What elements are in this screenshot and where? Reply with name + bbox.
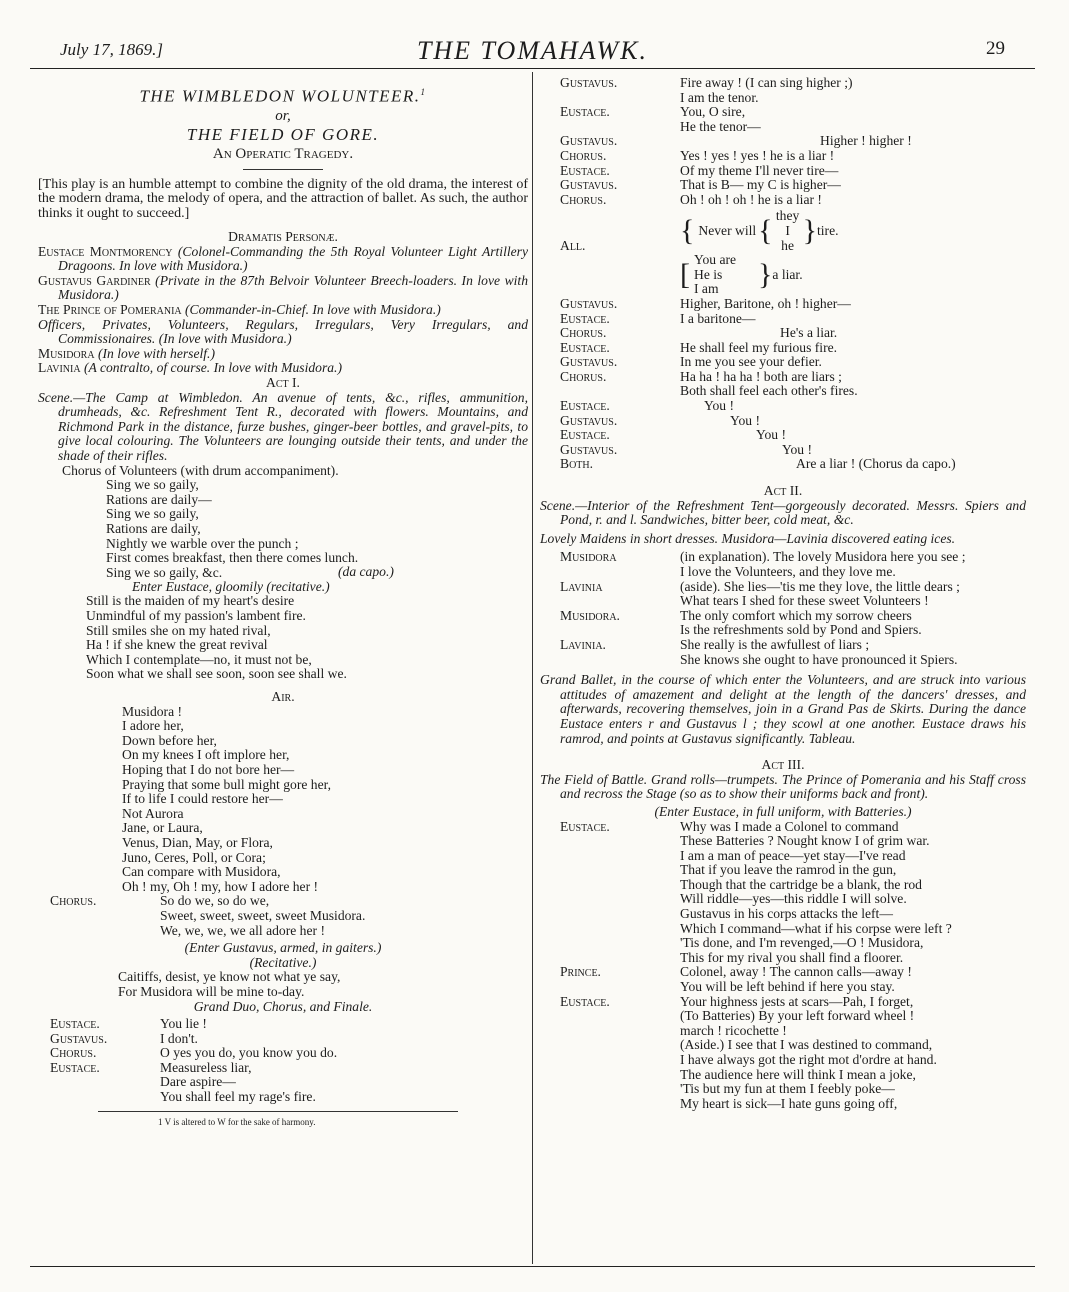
speaker (38, 1075, 160, 1090)
dialogue-line (540, 1097, 1026, 1112)
dialogue-line (540, 134, 1026, 149)
dialogue-line (540, 863, 1026, 878)
verse-line: Sing we so gaily, (106, 477, 199, 493)
speaker: Gustavus. (560, 412, 618, 428)
dialogue-line (540, 922, 1026, 937)
you-are-line (680, 253, 1026, 297)
dialogue-line (540, 297, 1026, 312)
speaker (540, 120, 680, 135)
speaker (540, 834, 680, 849)
speaker: Eustace. (560, 104, 610, 120)
issue-date: July 17, 1869.] (60, 40, 163, 59)
dialogue-line (540, 834, 1026, 849)
speaker: Lavinia. (560, 636, 606, 652)
dialogue-line (540, 638, 1026, 653)
speaker: Eustace. (560, 398, 610, 414)
dialogue-line (38, 1032, 528, 1047)
verse-line: Still smiles she on my hated rival, (86, 622, 271, 638)
intro-paragraph: [This play is an humble attempt to combine the dignity of the old drama, the interest of the modern drama, the melody of opera, and the attraction of ballet. As such, the author thinks it ought to succeed.] (38, 176, 528, 222)
speaker: Musidora (560, 549, 617, 565)
act3-scene: The Field of Battle. Grand rolls—trumpets. The Prince of Pomerania and his Staff cross and recross the Stage (so as to show their uniforms back and front). (540, 771, 1026, 802)
act3-dialogue (540, 820, 1026, 1112)
speaker: Gustavus. (50, 1030, 108, 1046)
line-text: I love the Volunteers, and they love me. (680, 564, 896, 579)
speaker: Eustace. (560, 427, 610, 443)
verse-line: Sing we so gaily, (106, 506, 199, 522)
dialogue-block-1 (540, 76, 1026, 207)
dialogue-line (540, 609, 1026, 624)
line-text: Which I command—what if his corpse were left ? (680, 920, 952, 936)
line-text: You, O sire, (680, 104, 746, 120)
verse-line: First comes breakfast, then there comes lunch. (106, 550, 359, 566)
line-text: You ! (730, 412, 760, 428)
line-text: The audience here will think I mean a joke, (680, 1066, 916, 1082)
verse-line: Sing we so gaily, &c. (106, 564, 223, 580)
speaker (540, 892, 680, 907)
persona-description: (Colonel-Commanding the 5th Royal Volunteer Light Artillery Dragoons. In love with Musidora.) (58, 243, 528, 274)
line-text: Higher, Baritone, oh ! higher— (680, 295, 851, 311)
speaker: Gustavus. (560, 75, 618, 90)
speaker: Eustace. (50, 1016, 100, 1032)
dialogue-line (540, 580, 1026, 595)
line-text: 'Tis done, and I'm revenged,—O ! Musidora, (680, 935, 924, 951)
air-heading: Air. (271, 689, 295, 705)
line-text: She really is the awfullest of liars ; (680, 636, 870, 652)
speaker: Gustavus. (560, 441, 618, 457)
line-text: I a baritone— (680, 310, 756, 326)
dialogue-line (540, 878, 1026, 893)
speaker: Musidora. (560, 607, 620, 623)
all-block (540, 209, 1026, 297)
persona-entry (38, 245, 528, 274)
speaker: Prince. (560, 964, 601, 980)
dialogue-line (540, 193, 1026, 208)
speaker: Chorus. (50, 1045, 97, 1061)
left-column (38, 82, 528, 1129)
verse-line: I adore her, (122, 718, 184, 734)
you-are-stack (694, 253, 758, 297)
line-text: Oh ! oh ! oh ! he is a liar ! (680, 191, 822, 207)
speaker (540, 980, 680, 995)
dialogue-line (540, 1038, 1026, 1053)
line-text: Measureless liar, (160, 1059, 252, 1075)
dialogue-line (540, 149, 1026, 164)
dialogue-line (540, 370, 1026, 385)
verse-line: If to life I could restore her— (122, 791, 283, 807)
speaker: Gustavus. (560, 354, 618, 370)
brace-glyph: } (802, 214, 817, 248)
speaker (540, 849, 680, 864)
speaker (540, 936, 680, 951)
line-text: I have always got the right mot d'ordre at hand. (680, 1052, 937, 1067)
verse-line: On my knees I oft implore her, (122, 747, 290, 763)
line-text: You shall feel my rage's fire. (160, 1089, 316, 1105)
verse-line: Rations are daily, (106, 520, 201, 536)
speaker (540, 1068, 680, 1083)
subject-phrase: I am (694, 281, 719, 297)
dialogue-line (540, 849, 1026, 864)
speaker: Eustace. (50, 1059, 100, 1075)
line-text: (To Batteries) By your left forward wheel ! (680, 1008, 915, 1024)
act1-scene: Scene.—The Camp at Wimbledon. An avenue of tents, &c., rifles, ammunition, drumheads, &c. Refreshment Tent R., decorated with flowers. Mountains, and Richmond Park in the distance, furze bushes, ginger-beer bottles, and gravel-pits, to give local colouring. The Volunteers are lounging outside their tents, and under the shade of their rifles. (38, 389, 528, 463)
dialogue-line (540, 623, 1026, 638)
speaker (540, 878, 680, 893)
dialogue-line (38, 1046, 528, 1061)
line-text: You lie ! (160, 1016, 207, 1032)
verse-line: Soon what we shall see soon, soon see shall we. (86, 666, 347, 682)
dialogue-line (540, 1053, 1026, 1068)
speaker (540, 863, 680, 878)
line-text: Higher ! higher ! (820, 133, 912, 149)
enter-eustace: Enter Eustace, gloomily (recitative.) (132, 578, 330, 594)
verse-line: Juno, Ceres, Poll, or Cora; (122, 849, 266, 865)
line-text: Colonel, away ! The cannon calls—away ! (680, 964, 912, 980)
verse-line: Caitiffs, desist, ye know not what ye say, (118, 969, 341, 985)
verse-line: Nightly we warble over the punch ; (106, 535, 299, 551)
verse-line: Ha ! if she knew the great revival (86, 637, 268, 653)
chorus2-lines (160, 894, 528, 938)
dialogue-line (540, 384, 1026, 399)
title-or: or, (275, 107, 291, 124)
pronoun: they (775, 208, 800, 224)
line-text: You ! (756, 427, 786, 443)
speaker (540, 1009, 680, 1024)
speaker (540, 951, 680, 966)
speaker (540, 384, 680, 399)
verse-line: Rations are daily— (106, 491, 212, 507)
verse-line: Musidora ! (122, 703, 183, 719)
pronoun: he (781, 237, 794, 253)
verse-line: Jane, or Laura, (122, 820, 203, 836)
speaker (540, 1082, 680, 1097)
dialogue-line (540, 341, 1026, 356)
play-alt-title: THE FIELD OF GORE. (186, 124, 380, 144)
brace-glyph: [ (680, 258, 690, 292)
verse-line: Can compare with Musidora, (122, 864, 281, 880)
line-text: Of my theme I'll never tire— (680, 162, 839, 178)
line-text: Gustavus in his corps attacks the left— (680, 906, 893, 922)
grand-ballet: Grand Ballet, in the course of which enter the Volunteers, and are struck into various attitudes of amazement and delight at the length of the dancers' dresses, and afterwards, recovering themselves, join in a Grand Pas de Skirts. During the dance Eustace enters r and Gustavus l ; they scowl at one another. Eustace draws his ramrod, and points at Gustavus significantly. Tableau. (540, 672, 1026, 746)
speaker: Gustavus. (560, 295, 618, 311)
dialogue-line (38, 1075, 528, 1090)
line-text: He shall feel my furious fire. (680, 339, 838, 355)
persona-description: (In love with herself.) (97, 345, 215, 361)
dialogue-line (540, 120, 1026, 135)
dialogue-line (38, 1090, 528, 1105)
speaker: Lavinia (560, 578, 603, 594)
speaker: Eustace. (560, 818, 610, 834)
footnote: 1 V is altered to W for the sake of harmony. (158, 1116, 316, 1127)
page-header (30, 34, 1035, 69)
speaker: Chorus. (560, 147, 607, 163)
act2-dialogue (540, 550, 1026, 667)
subject-phrase: He is (694, 266, 723, 282)
dialogue-line (540, 565, 1026, 580)
persona-description: Officers, Privates, Volunteers, Regulars, Irregulars, Very Irregulars, and Commissionaires. (In love with Musidora.) (38, 316, 528, 347)
dialogue-line (540, 326, 1026, 341)
speaker (540, 1097, 680, 1112)
speaker: Chorus. (560, 368, 607, 384)
dialogue-line (540, 312, 1026, 327)
page-number: 29 (986, 38, 1005, 59)
line-text: That is B— my C is higher— (680, 177, 841, 193)
line-text: (aside). She lies—'tis me they love, the little dears ; (680, 578, 960, 594)
dialogue-line (540, 1068, 1026, 1083)
line-text: The only comfort which my sorrow cheers (680, 607, 912, 623)
dialogue-line (540, 355, 1026, 370)
speaker (38, 1090, 160, 1105)
speaker (540, 922, 680, 937)
dialogue-line (540, 1024, 1026, 1039)
verse-line: Down before her, (122, 732, 217, 748)
persona-entry (38, 361, 528, 376)
dialogue-line (540, 91, 1026, 106)
line-text: You ! (782, 441, 812, 457)
brace-glyph: { (680, 214, 695, 248)
dialogue-line (540, 995, 1026, 1010)
line-text: My heart is sick—I hate guns going off, (680, 1095, 898, 1111)
act2-heading: Act II. (763, 483, 803, 499)
speaker: Chorus. (560, 191, 607, 207)
verse-line: Not Aurora (122, 805, 184, 821)
verse-line: Sweet, sweet, sweet, sweet Musidora. (160, 907, 366, 923)
dialogue-line (540, 443, 1026, 458)
never-will-line (680, 209, 1026, 253)
dialogue-line (540, 414, 1026, 429)
speaker: All. (560, 238, 586, 254)
line-text: These Batteries ? Nought know I of grim war. (680, 833, 930, 849)
line-text: Will riddle—yes—this riddle I will solve. (680, 891, 907, 907)
speaker: Eustace. (560, 339, 610, 355)
line-text: Are a liar ! (Chorus da capo.) (796, 456, 956, 472)
line-text: (in explanation). The lovely Musidora here you see ; (680, 549, 966, 565)
line-text: Fire away ! (I can sing higher ;) (680, 75, 853, 90)
line-text: Though that the cartridge be a blank, the rod (680, 876, 922, 892)
dialogue-line (540, 178, 1026, 193)
line-text: O yes you do, you know you do. (160, 1045, 338, 1061)
all-lines (680, 209, 1026, 297)
verse-line: Still is the maiden of my heart's desire (86, 593, 295, 609)
line-text: Yes ! yes ! yes ! he is a liar ! (680, 147, 835, 163)
verse-line: Which I contemplate—no, it must not be, (86, 651, 312, 667)
line-text: He's a liar. (780, 325, 838, 341)
persona-name: Eustace Montmorency (38, 243, 173, 259)
recitative-verse (38, 594, 528, 682)
act3-heading: Act III. (761, 757, 805, 773)
never-will-text: Never will (698, 222, 757, 238)
personae-list (38, 245, 528, 376)
line-text: I don't. (160, 1030, 198, 1046)
persona-entry (38, 347, 528, 362)
brace-glyph: } (758, 258, 773, 292)
line-text: Both shall feel each other's fires. (680, 383, 858, 399)
speaker: Eustace. (560, 993, 610, 1009)
speaker (540, 1038, 680, 1053)
persona-name: Lavinia (38, 360, 81, 376)
da-capo: (da capo.) (338, 564, 394, 580)
speaker: Eustace. (560, 310, 610, 326)
speaker (540, 907, 680, 922)
dialogue-line (540, 457, 1026, 472)
masthead-title: THE TOMAHAWK. (416, 36, 649, 65)
dialogue-line (540, 907, 1026, 922)
dialogue-line (540, 965, 1026, 980)
dialogue-block-2 (540, 297, 1026, 472)
duo-dialogue (38, 1017, 528, 1105)
persona-description: (Private in the 87th Belvoir Volunteer Breech-loaders. In love with Musidora.) (58, 272, 528, 303)
persona-entry (38, 274, 528, 303)
line-text: 'Tis but my fun at them I feebly poke— (680, 1081, 895, 1097)
line-text: I am the tenor. (680, 89, 759, 105)
persona-name: Gustavus Gardiner (38, 272, 151, 288)
dialogue-line (540, 653, 1026, 668)
dialogue-line (540, 594, 1026, 609)
verse-line: For Musidora will be mine to-day. (118, 983, 305, 999)
dialogue-line (540, 399, 1026, 414)
dialogue-line (38, 1061, 528, 1076)
speaker (540, 1024, 680, 1039)
line-text: What tears I shed for these sweet Volunteers ! (680, 593, 929, 609)
dialogue-line (540, 1009, 1026, 1024)
column-divider (532, 72, 533, 1264)
footnote-rule (98, 1111, 458, 1112)
dialogue-line (540, 980, 1026, 995)
persona-description: (A contralto, of course. In love with Musidora.) (83, 360, 342, 376)
act1-heading: Act I. (266, 374, 300, 390)
act2-maidens: Lovely Maidens in short dresses. Musidora—Lavinia discovered eating ices. (540, 530, 956, 546)
right-column (540, 76, 1026, 1111)
personae-heading: Dramatis Personæ. (228, 229, 338, 245)
speaker (540, 594, 680, 609)
line-text: march ! ricochette ! (680, 1022, 787, 1038)
verse-line: Praying that some bull might gore her, (122, 776, 331, 792)
persona-description: (Commander-in-Chief. In love with Musidora.) (185, 302, 441, 318)
line-text: Your highness jests at scars—Pah, I forget, (680, 993, 914, 1009)
line-text: That if you leave the ramrod in the gun, (680, 862, 897, 878)
act2-scene: Scene.—Interior of the Refreshment Tent—gorgeously decorated. Messrs. Spiers and Pond, r. and l. Sandwiches, bitter beer, cold meat, &c. (540, 497, 1026, 528)
caitiffs-verse (38, 970, 528, 999)
recitative-label: (Recitative.) (249, 954, 317, 970)
dialogue-line (540, 820, 1026, 835)
line-text: Why was I made a Colonel to command (680, 818, 899, 834)
persona-entry (38, 318, 528, 347)
speaker (540, 653, 680, 668)
play-genre: An Operatic Tragedy. (212, 145, 354, 162)
speaker (540, 1053, 680, 1068)
footnote-marker: 1 (420, 87, 427, 97)
speaker (540, 91, 680, 106)
line-text: In me you see your defier. (680, 354, 822, 370)
pronoun-stack (773, 209, 803, 253)
dialogue-line (540, 550, 1026, 565)
subject-phrase: You are (694, 252, 737, 268)
air-verse (38, 705, 528, 895)
verse-line: Venus, Dian, May, or Flora, (122, 834, 273, 850)
speaker: Gustavus. (560, 177, 618, 193)
speaker: Chorus. (560, 325, 607, 341)
dialogue-line (540, 105, 1026, 120)
verse-line: So do we, so do we, (160, 893, 270, 909)
pronoun: I (785, 222, 790, 238)
dialogue-line (540, 951, 1026, 966)
line-text: You will be left behind if here you stay. (680, 979, 895, 995)
play-title: THE WIMBLEDON WOLUNTEER.$^1$ (139, 86, 427, 106)
verse-line: Oh ! my, Oh ! my, how I adore her ! (122, 878, 319, 894)
dialogue-line (540, 892, 1026, 907)
title-rule (243, 169, 323, 170)
speaker (540, 565, 680, 580)
act3-enter: (Enter Eustace, in full uniform, with Batteries.) (654, 803, 912, 819)
line-text: I am a man of peace—yet stay—I've read (680, 847, 906, 863)
speaker: Chorus. (50, 893, 97, 909)
speaker: Gustavus. (560, 133, 618, 149)
line-text: You ! (704, 398, 734, 414)
a-liar-text: a liar. (772, 266, 803, 282)
line-text: Dare aspire— (160, 1074, 236, 1090)
chorus-heading: Chorus of Volunteers (with drum accompaniment). (62, 462, 339, 478)
chorus2-block (38, 894, 528, 938)
dialogue-line (38, 1017, 528, 1032)
line-text: He the tenor— (680, 118, 761, 134)
dialogue-line (540, 936, 1026, 951)
persona-name: Musidora (38, 345, 95, 361)
speaker (540, 623, 680, 638)
line-text: She knows she ought to have pronounced it Spiers. (680, 651, 958, 667)
speaker: Both. (560, 456, 594, 472)
verse-line: Hoping that I do not bore her— (122, 762, 295, 778)
dialogue-line (540, 1082, 1026, 1097)
line-text: Is the refreshments sold by Pond and Spiers. (680, 622, 922, 638)
line-text: (Aside.) I see that I was destined to command, (680, 1037, 933, 1053)
dialogue-line (540, 164, 1026, 179)
enter-gustavus: (Enter Gustavus, armed, in gaiters.) (184, 940, 382, 956)
dialogue-line (540, 76, 1026, 91)
line-text: Ha ha ! ha ha ! both are liars ; (680, 368, 842, 384)
dialogue-line (540, 428, 1026, 443)
persona-entry (38, 303, 528, 318)
line-text: This for my rival you shall find a floorer. (680, 949, 904, 965)
persona-name: The Prince of Pomerania (38, 302, 182, 318)
tire-text: tire. (816, 222, 839, 238)
verse-line: We, we, we, we all adore her ! (160, 922, 325, 938)
grand-duo: Grand Duo, Chorus, and Finale. (193, 998, 373, 1014)
brace-glyph: { (758, 214, 773, 248)
verse-line: Unmindful of my passion's lambent fire. (86, 608, 306, 624)
speaker: Eustace. (560, 162, 610, 178)
